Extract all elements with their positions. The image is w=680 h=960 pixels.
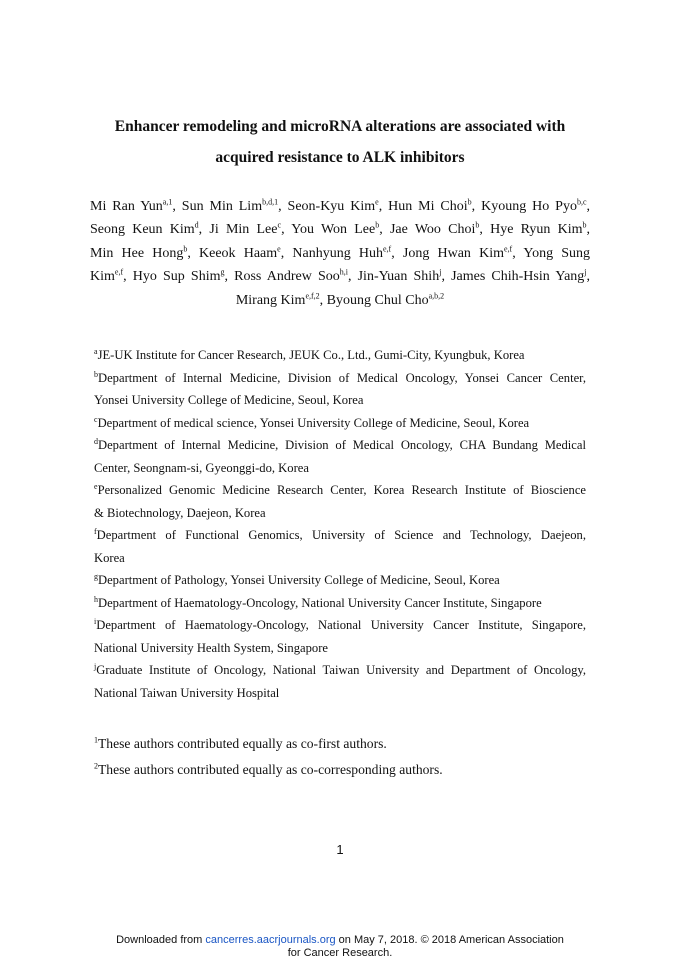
affiliation-text: Korea: [94, 550, 125, 565]
author-name: Yong Sung: [523, 245, 591, 261]
affiliation-line: [94, 682, 586, 705]
author-line: Min Hee Hong$^b$, Keeok Haam$^e$, Nanhyung Huh$^{e,f}$, Jong Hwan Kim$^{e,f}$, Yong Sung: [90, 244, 591, 261]
affiliation-line: [94, 569, 586, 592]
affiliation: [94, 659, 586, 704]
affiliation-text: Department of Functional Genomics, University of Science and Technology, Daejeon,: [96, 528, 586, 542]
author-affiliation-marker: b: [375, 220, 380, 230]
affiliation-marker: c: [94, 414, 98, 424]
author-list: [90, 195, 590, 312]
affiliation-text: Department of Haematology-Oncology, National University Cancer Institute, Singapore: [98, 595, 542, 610]
author-name: James Chih-Hsin Yang: [451, 269, 585, 285]
affiliation: [94, 524, 586, 569]
affiliation-text: Department of medical science, Yonsei University College of Medicine, Seoul, Korea: [97, 415, 530, 430]
footer-line-2: for Cancer Research.: [287, 946, 393, 959]
author-name: Jong Hwan Kim: [402, 245, 504, 261]
affiliation-line: [94, 344, 586, 367]
author-name: Mi Ran Yun: [90, 199, 163, 214]
author-name: Seon-Kyu Kim: [287, 199, 376, 214]
author-affiliation-marker: b,c: [576, 197, 587, 207]
affiliation-marker: g: [94, 571, 98, 581]
affiliation-marker: i: [94, 616, 97, 626]
author-name: Hun Mi Choi: [388, 199, 468, 214]
author-name: Hye Ryun Kim: [490, 222, 583, 238]
affiliation-line: [94, 479, 586, 502]
footer-suffix: on May 7, 2018. © 2018 American Association: [335, 934, 564, 946]
author-name: Kyoung Ho Pyo: [481, 199, 577, 214]
author-affiliation-marker: e: [277, 244, 281, 254]
author-affiliation-marker: e,f: [382, 244, 392, 254]
affiliation-line: [94, 457, 586, 480]
page-number: 1: [336, 842, 344, 857]
author-name: Seong Keun Kim: [90, 222, 195, 238]
affiliation-marker: b: [94, 369, 98, 379]
title-line-1: Enhancer remodeling and microRNA alterations are associated with: [114, 118, 566, 135]
author-affiliation-marker: b: [582, 220, 587, 230]
affiliation-marker: f: [94, 526, 97, 536]
affiliation: [94, 479, 586, 524]
author-affiliation-marker: e,f: [114, 267, 124, 277]
footer-prefix: Downloaded from: [116, 934, 206, 946]
affiliation: [94, 592, 586, 615]
author-affiliation-marker: j: [439, 267, 442, 277]
affiliation-text: Department of Internal Medicine, Division of Medical Oncology, CHA Bundang Medical: [98, 438, 586, 452]
affiliation-line: [94, 659, 586, 682]
affiliation-text: National Taiwan University Hospital: [94, 685, 280, 700]
affiliation-text: Department of Pathology, Yonsei University College of Medicine, Seoul, Korea: [98, 573, 500, 587]
author-line: Seong Keun Kim$^d$, Ji Min Lee$^c$, You Won Lee$^b$, Jae Woo Choi$^b$, Hye Ryun Kim$^b$,: [90, 220, 591, 238]
author-affiliation-marker: a,b,2: [428, 290, 445, 300]
footnote-marker: 2: [94, 760, 98, 770]
affiliation-line: [94, 592, 586, 615]
affiliation-line: [94, 524, 586, 547]
author-name: You Won Lee: [291, 222, 376, 238]
affiliation-line: [94, 547, 586, 570]
download-footer: [60, 934, 620, 959]
author-affiliation-marker: e: [375, 197, 379, 207]
affiliation: [94, 367, 586, 412]
footnote: [94, 731, 586, 757]
affiliation-line: [94, 637, 586, 660]
author-line: Kim$^{e,f}$, Hyo Sup Shim$^g$, Ross Andrew Soo$^{h,i}$, Jin-Yuan Shih$^j$, James Chih-Hsin Yang$^j$,: [90, 267, 591, 285]
affiliation-marker: j: [94, 661, 97, 671]
author-affiliation-marker: b: [467, 197, 472, 207]
author-name: Ji Min Lee: [209, 222, 278, 238]
affiliation-text: Center, Seongnam-si, Gyeonggi-do, Korea: [94, 460, 309, 475]
affiliation-line: [94, 434, 586, 457]
affiliation-text: & Biotechnology, Daejeon, Korea: [94, 505, 266, 520]
affiliation: [94, 614, 586, 659]
author-affiliation-marker: a,1: [162, 197, 173, 207]
affiliation: [94, 434, 586, 479]
author-affiliation-marker: d: [194, 220, 199, 230]
title-line-2: acquired resistance to ALK inhibitors: [215, 149, 465, 166]
footnote-marker: 1: [94, 735, 98, 745]
author-affiliation-marker: g: [220, 267, 225, 277]
author-name: Hyo Sup Shim: [132, 269, 221, 285]
affiliation-text: Department of Haematology-Oncology, National University Cancer Institute, Singapore,: [96, 618, 586, 632]
affiliation-line: [94, 502, 586, 525]
journal-link[interactable]: cancerres.aacrjournals.org: [205, 934, 336, 946]
author-name: Keeok Haam: [199, 245, 278, 261]
affiliation-line: [94, 412, 586, 435]
affiliation-marker: a: [94, 346, 98, 356]
paper-title: [70, 111, 610, 173]
affiliation-text: JE-UK Institute for Cancer Research, JEUK Co., Ltd., Gumi-City, Kyungbuk, Korea: [97, 348, 525, 362]
author-name: Nanhyung Huh: [292, 245, 383, 261]
affiliation: [94, 344, 586, 367]
affiliation-marker: d: [94, 436, 98, 446]
author-name: Min Hee Hong: [90, 245, 184, 261]
affiliation-marker: h: [94, 594, 98, 604]
affiliation-list: [94, 344, 586, 704]
author-name: Jin-Yuan Shih: [357, 269, 440, 285]
author-line: Mirang Kim$^{e,f,2}$, Byoung Chul Cho$^{a,b,2}$: [235, 290, 445, 308]
affiliation-text: National University Health System, Singapore: [94, 640, 328, 655]
affiliation-text: Personalized Genomic Medicine Research Center, Korea Research Institute of Bioscience: [97, 483, 586, 497]
affiliation-text: Yonsei University College of Medicine, Seoul, Korea: [94, 393, 364, 407]
author-affiliation-marker: j: [584, 267, 587, 277]
author-name: Byoung Chul Cho: [326, 292, 429, 308]
affiliation-line: [94, 614, 586, 637]
author-name: Ross Andrew Soo: [234, 269, 340, 285]
footnotes: [94, 731, 586, 782]
author-affiliation-marker: b: [183, 244, 188, 254]
author-name: Mirang Kim: [235, 292, 306, 308]
affiliation-line: [94, 367, 586, 390]
author-line: Mi Ran Yun$^{a,1}$, Sun Min Lim$^{b,d,1}$, Seon-Kyu Kim$^e$, Hun Mi Choi$^b$, Kyoung Ho Pyo$^{b,c}$,: [90, 197, 591, 214]
author-name: Sun Min Lim: [181, 199, 263, 214]
author-affiliation-marker: h,i: [339, 267, 348, 277]
affiliation-text: Department of Internal Medicine, Division of Medical Oncology, Yonsei Cancer Center,: [98, 370, 586, 385]
author-name: Kim: [90, 269, 115, 285]
affiliation-marker: e: [94, 481, 98, 491]
footnote: [94, 757, 586, 783]
footnote-text: These authors contributed equally as co-first authors.: [98, 736, 387, 751]
author-name: Jae Woo Choi: [389, 222, 476, 238]
author-affiliation-marker: b,d,1: [262, 197, 279, 207]
affiliation-line: [94, 389, 586, 412]
affiliation-text: Graduate Institute of Oncology, National Taiwan University and Department of Oncology,: [96, 663, 586, 677]
affiliation: [94, 569, 586, 592]
author-affiliation-marker: b: [475, 220, 480, 230]
author-affiliation-marker: c: [277, 220, 282, 230]
affiliation: [94, 412, 586, 435]
author-affiliation-marker: e,f: [503, 244, 513, 254]
footnote-text: These authors contributed equally as co-corresponding authors.: [98, 761, 443, 777]
author-affiliation-marker: e,f,2: [305, 290, 320, 300]
